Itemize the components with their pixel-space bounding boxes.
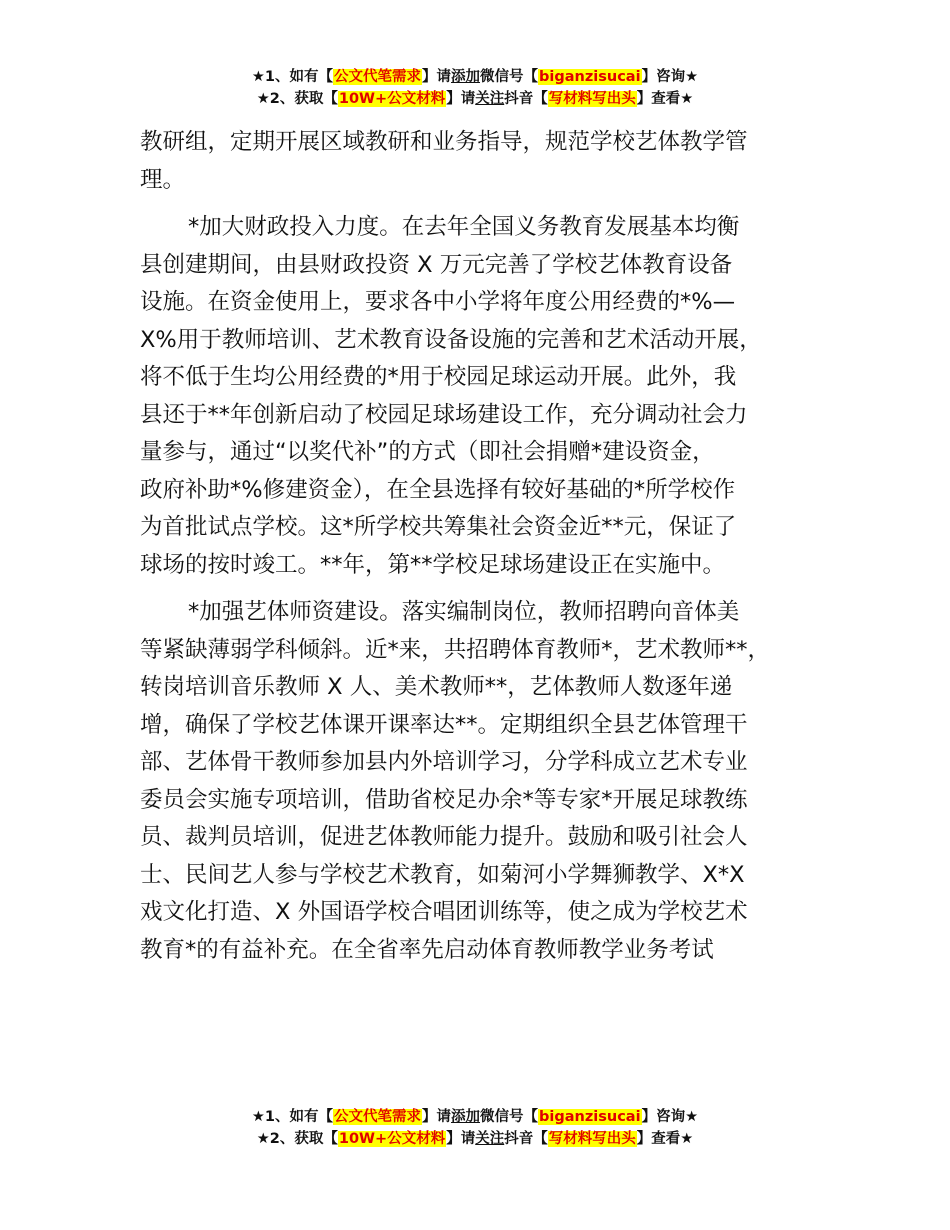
text-line: 士、民间艺人参与学校艺术教育，如菊河小学舞狮教学、X*X — [140, 861, 745, 888]
banner-underlined: 关注 — [475, 1131, 505, 1147]
text-line: 将不低于生均公用经费的*用于校园足球运动开展。此外，我 — [140, 364, 737, 390]
text-line: *加大财政投入力度。在去年全国义务教育发展基本均衡 — [188, 214, 740, 240]
banner-underlined: 添加 — [451, 1109, 481, 1125]
banner-text: 】请 — [446, 1131, 476, 1147]
text-line: 县还于**年创新启动了校园足球场建设工作，充分调动社会力 — [140, 401, 748, 428]
banner-text: ★2、获取【 — [256, 1131, 338, 1147]
paragraph-finance — [140, 209, 830, 584]
banner-text: 】查看★ — [636, 1131, 694, 1147]
text-line: 转岗培训音乐教师 X 人、美术教师**，艺体教师人数逐年递 — [140, 674, 733, 700]
footer-banner — [0, 1106, 950, 1150]
text-line: 部、艺体骨干教师参加县内外培训学习，分学科成立艺术专业 — [140, 749, 748, 775]
highlight-wechat-id: biganzisucai — [539, 1109, 641, 1125]
banner-text: 抖音【 — [504, 91, 548, 107]
banner-text: 微信号【 — [480, 69, 539, 85]
banner-underlined: 关注 — [475, 91, 505, 107]
highlight-douyin-account: 写材料写出头 — [548, 1131, 636, 1147]
text-line: 县创建期间，由县财政投资 X 万元完善了学校艺体教育设备 — [140, 251, 733, 278]
banner-text: 】请 — [422, 69, 452, 85]
text-line: 为首批试点学校。这*所学校共筹集社会资金近**元，保证了 — [140, 514, 737, 540]
header-banner — [0, 66, 950, 110]
text-line: 量参与，通过“以奖代补”的方式（即社会捐赠*建设资金， — [140, 439, 715, 465]
text-line: 增，确保了学校艺体课开课率达**。定期组织全县艺体管理干 — [140, 711, 748, 738]
highlight-materials: 10W+公文材料 — [338, 1131, 446, 1147]
banner-text: 微信号【 — [480, 1109, 539, 1125]
highlight-service: 公文代笔需求 — [334, 69, 422, 85]
highlight-service: 公文代笔需求 — [334, 1109, 422, 1125]
text-line: 教研组，定期开展区域教研和业务指导，规范学校艺体教学管 — [140, 129, 748, 155]
banner-underlined: 添加 — [451, 69, 481, 85]
text-line: 设施。在资金使用上，要求各中小学将年度公用经费的*%— — [140, 289, 736, 315]
banner-text: 】请 — [422, 1109, 452, 1125]
text-line: 理。 — [140, 166, 186, 193]
text-line: 戏文化打造、X 外国语学校合唱团训练等，使之成为学校艺术 — [140, 899, 748, 925]
highlight-douyin-account: 写材料写出头 — [548, 91, 636, 107]
banner-text: 】查看★ — [636, 91, 694, 107]
banner-text: ★1、如有【 — [251, 69, 334, 85]
document-body — [140, 124, 830, 969]
banner-line-2 — [0, 1128, 950, 1150]
highlight-wechat-id: biganzisucai — [539, 69, 641, 85]
text-line: 教育*的有益补充。在全省率先启动体育教师教学业务考试 — [140, 936, 714, 963]
highlight-materials: 10W+公文材料 — [338, 91, 446, 107]
banner-text: 抖音【 — [504, 1131, 548, 1147]
banner-text: 】咨询★ — [641, 1109, 699, 1125]
banner-line-2 — [0, 88, 950, 110]
text-line: X%用于教师培训、艺术教育设备设施的完善和艺术活动开展， — [140, 326, 762, 353]
paragraph-continuation — [140, 124, 830, 199]
text-line: *加强艺体师资建设。落实编制岗位，教师招聘向音体美 — [188, 599, 740, 625]
banner-text: 】咨询★ — [641, 69, 699, 85]
text-line: 委员会实施专项培训，借助省校足办余*等专家*开展足球教练 — [140, 786, 748, 813]
banner-line-1 — [0, 66, 950, 88]
text-line: 员、裁判员培训，促进艺体教师能力提升。鼓励和吸引社会人 — [140, 824, 748, 850]
banner-text: 】请 — [446, 91, 476, 107]
text-line: 球场的按时竣工。**年，第**学校足球场建设正在实施中。 — [140, 551, 726, 578]
text-line: 等紧缺薄弱学科倾斜。近*来，共招聘体育教师*，艺术教师**， — [140, 636, 771, 663]
banner-line-1 — [0, 1106, 950, 1128]
banner-text: ★2、获取【 — [256, 91, 338, 107]
paragraph-teachers — [140, 594, 830, 969]
text-line: 政府补助*%修建资金），在全县选择有较好基础的*所学校作 — [140, 476, 736, 503]
banner-text: ★1、如有【 — [251, 1109, 334, 1125]
